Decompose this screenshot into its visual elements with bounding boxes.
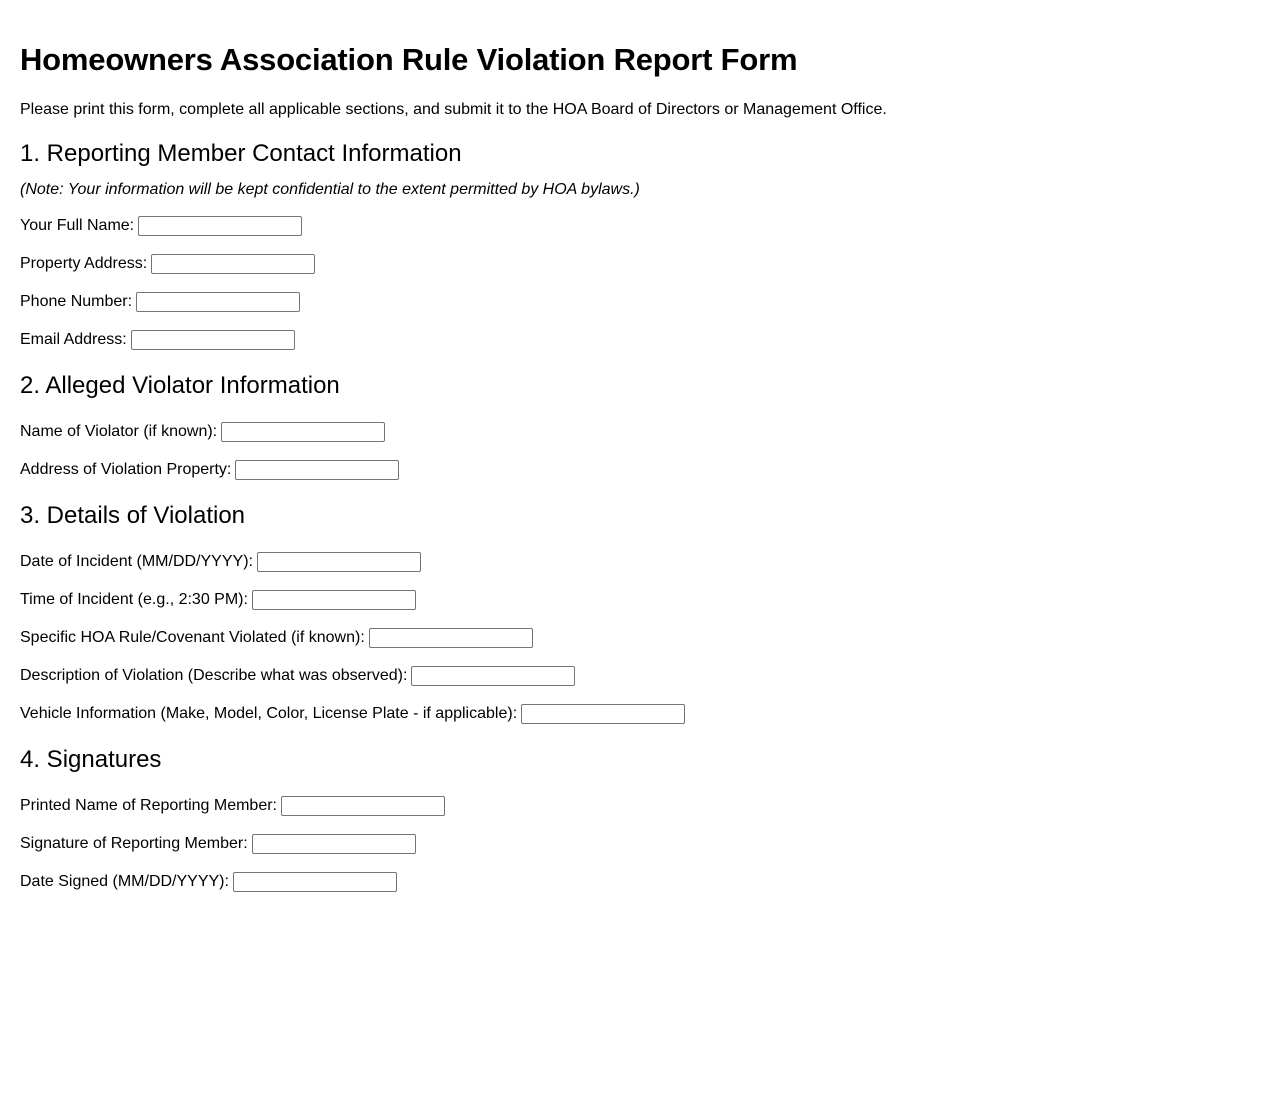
field-label: Vehicle Information (Make, Model, Color, License Plate - if applicable):: [20, 705, 518, 722]
section-heading: 2. Alleged Violator Information: [20, 372, 340, 399]
field-property-address: [20, 253, 1242, 275]
violation-description-input[interactable]: [411, 666, 575, 686]
field-incident-time: [20, 589, 1242, 611]
field-full-name: [20, 215, 1242, 237]
section-alleged-violator: [20, 371, 1242, 481]
incident-date-input[interactable]: [257, 552, 421, 572]
field-label: Email Address:: [20, 331, 127, 348]
phone-number-input[interactable]: [136, 292, 300, 312]
field-label: Description of Violation (Describe what was observed):: [20, 667, 408, 684]
field-label: Phone Number:: [20, 293, 133, 310]
field-label: Property Address:: [20, 255, 148, 272]
field-label: Address of Violation Property:: [20, 461, 232, 478]
field-violator-name: [20, 421, 1242, 443]
section-heading: 3. Details of Violation: [20, 502, 246, 529]
confidentiality-note: (Note: Your information will be kept confidential to the extent permitted by HOA bylaws.): [20, 181, 640, 198]
field-violation-description: [20, 665, 1242, 687]
full-name-input[interactable]: [138, 216, 302, 236]
field-vehicle-information: [20, 703, 1242, 725]
property-address-input[interactable]: [151, 254, 315, 274]
field-label: Printed Name of Reporting Member:: [20, 797, 277, 814]
section-violation-details: [20, 501, 1242, 725]
printed-name-input[interactable]: [281, 796, 445, 816]
field-signature: [20, 833, 1242, 855]
page-title: Homeowners Association Rule Violation Report Form: [20, 42, 798, 77]
email-address-input[interactable]: [131, 330, 295, 350]
rule-violated-input[interactable]: [369, 628, 533, 648]
section-signatures: [20, 745, 1242, 893]
field-email-address: [20, 329, 1242, 351]
field-label: Time of Incident (e.g., 2:30 PM):: [20, 591, 248, 608]
section-heading: 4. Signatures: [20, 746, 162, 773]
field-label: Date Signed (MM/DD/YYYY):: [20, 873, 229, 890]
field-label: Specific HOA Rule/Covenant Violated (if known):: [20, 629, 365, 646]
field-violation-address: [20, 459, 1242, 481]
field-label: Name of Violator (if known):: [20, 423, 218, 440]
field-incident-date: [20, 551, 1242, 573]
field-rule-violated: [20, 627, 1242, 649]
section-reporting-member: [20, 139, 1242, 351]
intro-text: Please print this form, complete all applicable sections, and submit it to the HOA Board of Directors or Management Office.: [20, 101, 887, 118]
field-phone-number: [20, 291, 1242, 313]
date-signed-input[interactable]: [233, 872, 397, 892]
vehicle-information-input[interactable]: [521, 704, 685, 724]
field-label: Your Full Name:: [20, 217, 135, 234]
violation-address-input[interactable]: [235, 460, 399, 480]
section-heading: 1. Reporting Member Contact Information: [20, 140, 462, 167]
incident-time-input[interactable]: [252, 590, 416, 610]
field-printed-name: [20, 795, 1242, 817]
field-label: Date of Incident (MM/DD/YYYY):: [20, 553, 253, 570]
signature-input[interactable]: [252, 834, 416, 854]
field-label: Signature of Reporting Member:: [20, 835, 248, 852]
field-date-signed: [20, 871, 1242, 893]
violator-name-input[interactable]: [221, 422, 385, 442]
